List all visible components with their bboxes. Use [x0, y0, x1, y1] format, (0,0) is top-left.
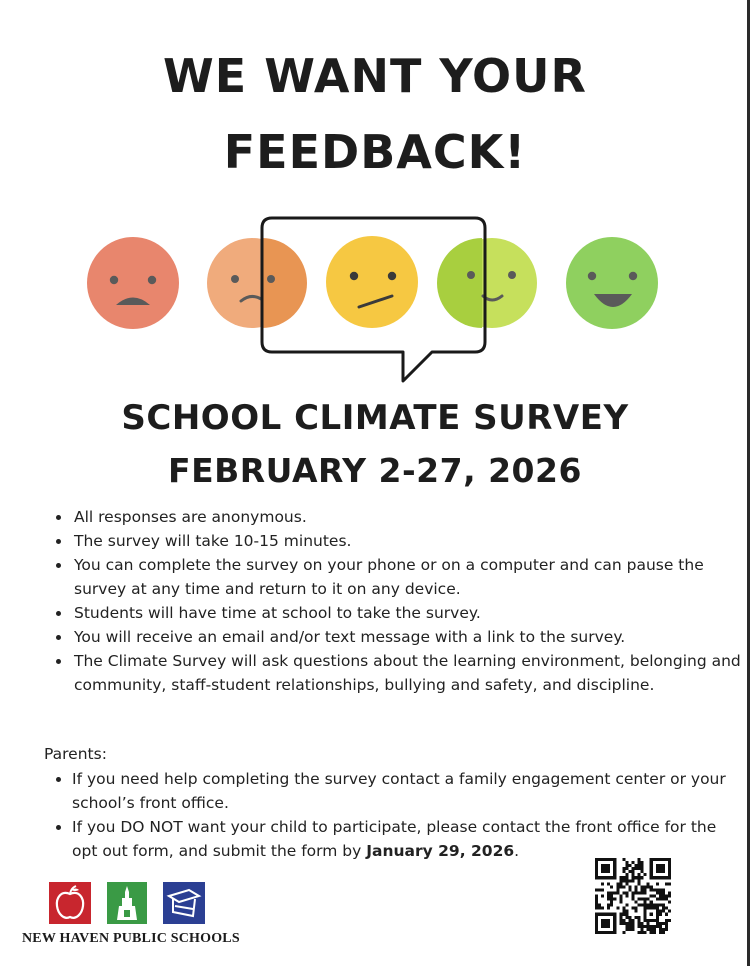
very-happy-face-icon	[566, 237, 658, 329]
list-item: • You will receive an email and/or text message with a link to the survey.	[72, 625, 742, 649]
list-item: • You can complete the survey on your phone or on a computer and can pause the survey at any time and return to it on any device.	[72, 553, 742, 601]
survey-info-list	[44, 505, 742, 697]
unhappy-face-icon	[207, 238, 307, 328]
list-item	[72, 815, 742, 863]
very-unhappy-face-icon	[87, 237, 179, 329]
happy-face-icon	[437, 238, 537, 328]
opt-out-text-end: .	[514, 842, 520, 860]
neutral-face-icon	[326, 236, 418, 328]
organization-name: NEW HAVEN PUBLIC SCHOOLS	[22, 931, 240, 946]
survey-title: SCHOOL CLIMATE SURVEY	[121, 398, 629, 438]
parents-label: Parents:	[44, 745, 107, 763]
list-item: • Students will have time at school to take the survey.	[72, 601, 742, 625]
headline-line-2: FEEDBACK!	[223, 125, 527, 179]
graduation-cap-icon	[163, 882, 205, 924]
survey-dates: FEBRUARY 2-27, 2026	[168, 451, 582, 490]
qr-code-icon	[595, 858, 671, 934]
list-item: • The Climate Survey will ask questions about the learning environment, belonging and community, staff-student relationships, bullying and safety, and discipline.	[72, 649, 742, 697]
opt-out-text: If you DO NOT want your child to participate, please contact the front office for the opt out form, and submit the form by	[72, 818, 717, 860]
headline-line-1: WE WANT YOUR	[163, 49, 587, 103]
feedback-faces-illustration	[0, 210, 750, 390]
list-item: • If you need help completing the survey contact a family engagement center or your school’s front office.	[72, 767, 742, 815]
parents-list	[44, 767, 742, 863]
monument-icon	[107, 882, 147, 924]
apple-icon	[49, 882, 91, 924]
opt-out-deadline: January 29, 2026	[366, 842, 515, 860]
list-item: • All responses are anonymous.	[72, 505, 742, 529]
district-logos	[49, 882, 209, 928]
list-item: • The survey will take 10-15 minutes.	[72, 529, 742, 553]
